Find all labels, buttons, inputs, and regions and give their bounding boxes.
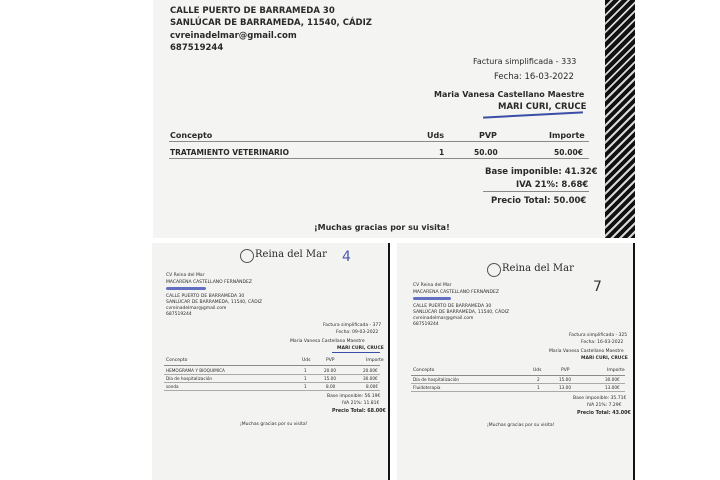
base-imponible: Base imponible: 56.19€	[327, 394, 381, 399]
header-rule	[164, 365, 380, 366]
row-1-importe: 30.00€	[605, 377, 620, 382]
base-imponible: Base imponible: 41.32€	[485, 167, 598, 177]
email: cvreinadelmar@gmail.com	[170, 31, 297, 41]
vet-name: MACARENA CASTELLANO FERNÁNDEZ	[166, 280, 252, 285]
client-pet: MARI CURI, CRUCE	[498, 102, 587, 112]
pen-underline	[332, 352, 380, 353]
clinic-logo-icon	[487, 263, 501, 277]
thanks-message: ¡Muchas gracias por su visita!	[487, 423, 555, 428]
thanks-message: ¡Muchas gracias por su visita!	[240, 422, 308, 427]
row-rule	[164, 390, 380, 391]
col-uds: Uds	[302, 358, 311, 363]
precio-total: Precio Total: 68.00€	[332, 409, 386, 414]
iva: IVA 21%: 8.68€	[516, 180, 589, 190]
client-pet: MARI CURI, CRUCE	[581, 356, 628, 361]
pen-underline	[483, 111, 583, 118]
address-line-1: CALLE PUERTO DE BARRAMEDA 30	[166, 294, 245, 299]
clinic-logo: Reina del Mar	[255, 249, 327, 260]
phone: 687519244	[413, 322, 439, 327]
row-2-concepto: Fluidoterapia	[413, 385, 441, 390]
row-1-pvp: 20.00	[324, 368, 336, 373]
dark-background-texture	[605, 0, 635, 238]
row-rule	[164, 374, 380, 375]
row-concepto: TRATAMIENTO VETERINARIO	[170, 148, 289, 157]
address-line-1: CALLE PUERTO DE BARRAMEDA 30	[170, 6, 335, 16]
row-1-uds: 1	[304, 368, 307, 373]
right-invoice-paper	[397, 243, 633, 480]
col-importe: Importe	[366, 358, 384, 363]
invoice-title: Factura simplificada - 325	[569, 333, 628, 338]
row-3-concepto: sonda	[166, 384, 179, 389]
handwritten-mark: 4	[342, 249, 351, 265]
base-imponible: Base imponible: 35.71€	[573, 396, 627, 401]
clinic-name: CV Reina del Mar	[413, 283, 452, 288]
address-line-2: SANLÚCAR DE BARRAMEDA, 11540, CÁDIZ	[170, 18, 372, 28]
row-3-importe: 8.00€	[366, 384, 378, 389]
row-rule	[169, 158, 589, 159]
col-uds: Uds	[533, 368, 542, 373]
row-pvp: 50.00	[474, 148, 498, 157]
invoice-title: Factura simplificada - 377	[323, 323, 382, 328]
col-uds: Uds	[427, 131, 444, 140]
col-importe: Importe	[607, 368, 625, 373]
phone: 687519244	[170, 43, 224, 53]
top-invoice-photo	[153, 0, 635, 238]
left-invoice-paper	[152, 243, 388, 480]
client-name: Maria Vanesa Castellano Maestre	[434, 90, 585, 99]
handwritten-mark: 7	[593, 279, 602, 295]
email: cvreinadelmar@gmail.com	[166, 306, 227, 311]
row-rule	[411, 391, 625, 392]
row-1-pvp: 15.00	[559, 377, 571, 382]
address-line-1: CALLE PUERTO DE BARRAMEDA 30	[413, 304, 492, 309]
phone: 687519244	[166, 312, 192, 317]
address-line-2: SANLÚCAR DE BARRAMEDA, 11540, CÁDIZ	[413, 310, 510, 315]
row-importe: 50.00€	[554, 148, 583, 157]
left-invoice-photo	[152, 243, 390, 480]
header-rule	[169, 141, 589, 142]
iva: IVA 21%: 11.81€	[342, 401, 380, 406]
row-3-pvp: 8.00	[326, 384, 336, 389]
row-1-uds: 2	[537, 377, 540, 382]
row-2-pvp: 13.00	[559, 385, 571, 390]
row-rule	[164, 382, 380, 383]
row-2-uds: 1	[537, 385, 540, 390]
row-2-pvp: 15.00	[324, 376, 336, 381]
client-name: Maria Vanesa Castellano Maestre	[549, 349, 624, 354]
redaction-mark	[166, 287, 206, 290]
col-pvp: PVP	[326, 358, 335, 363]
invoice-title: Factura simplificada - 333	[473, 57, 577, 66]
row-2-concepto: Día de hospitalización	[166, 376, 213, 381]
col-concepto: Concepto	[413, 368, 435, 373]
email: cvreinadelmar@gmail.com	[413, 316, 474, 321]
row-uds: 1	[439, 148, 445, 157]
right-invoice-photo	[397, 243, 635, 480]
row-3-uds: 1	[304, 384, 307, 389]
header-rule	[411, 375, 625, 376]
client-name: Maria Vanesa Castellano Maestre	[290, 339, 365, 344]
col-pvp: PVP	[479, 131, 497, 140]
precio-total: Precio Total: 43.00€	[577, 411, 631, 416]
top-invoice-paper	[153, 0, 605, 238]
row-2-uds: 1	[304, 376, 307, 381]
col-concepto: Concepto	[166, 358, 188, 363]
redaction-mark	[413, 297, 451, 300]
row-1-concepto: HEMOGRAMA Y BIOQUIMICA	[166, 368, 225, 373]
clinic-logo-icon	[240, 249, 254, 263]
col-concepto: Concepto	[170, 131, 213, 140]
thanks-message: ¡Muchas gracias por su visita!	[314, 223, 450, 232]
invoice-date: Fecha: 16-03-2022	[581, 340, 624, 345]
precio-total: Precio Total: 50.00€	[491, 196, 587, 206]
client-pet: MARI CURI, CRUCE	[337, 346, 384, 351]
row-1-concepto: Día de hospitalización	[413, 377, 460, 382]
row-2-importe: 30.00€	[363, 376, 378, 381]
totals-rule	[483, 191, 589, 192]
row-2-importe: 13.00€	[605, 385, 620, 390]
col-pvp: PVP	[561, 368, 570, 373]
address-line-2: SANLÚCAR DE BARRAMEDA, 11540, CÁDIZ	[166, 300, 263, 305]
clinic-name: CV Reina del Mar	[166, 273, 205, 278]
clinic-logo: Reina del Mar	[502, 263, 574, 274]
invoice-date: Fecha: 09-03-2022	[336, 330, 379, 335]
vet-name: MACARENA CASTELLANO FERNÁNDEZ	[413, 290, 499, 295]
row-rule	[411, 383, 625, 384]
row-1-importe: 20.00€	[363, 368, 378, 373]
col-importe: Importe	[549, 131, 585, 140]
iva: IVA 21%: 7.29€	[587, 403, 622, 408]
invoice-date: Fecha: 16-03-2022	[494, 72, 574, 82]
